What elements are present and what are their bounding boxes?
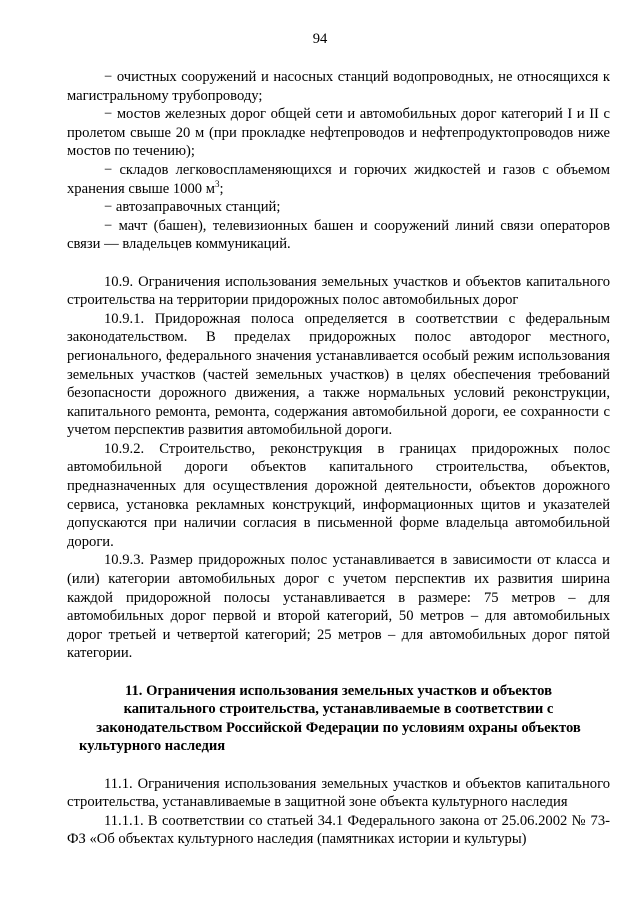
section-11-1: 11.1. Ограничения использования земельных участков и объектов капитального строительства, устанавливаемые в защитной зоне объекта культурного наследия xyxy=(67,775,610,811)
page-body xyxy=(67,68,610,849)
bullet-treatment-facilities: − очистных сооружений и насосных станций водопроводных, не относящихся к магистральному трубопроводу; xyxy=(67,69,610,104)
superscript-3: 3 xyxy=(214,178,220,189)
bullet-warehouses xyxy=(67,161,610,198)
bullet-bridges: − мостов железных дорог общей сети и автомобильных дорог категорий I и II с пролетом свыше 20 м (при прокладке нефтепроводов и нефтепродуктопроводов ниже мостов по течению); xyxy=(67,106,610,160)
section-10-9: 10.9. Ограничения использования земельных участков и объектов капитального строительства на территории придорожных полос автомобильных дорог xyxy=(67,273,610,309)
bullet-gas-stations: − автозаправочных станций; xyxy=(104,199,281,216)
section-10-9-1: 10.9.1. Придорожная полоса определяется в соответствии с федеральным законодательством. В пределах придорожных полос автодорог местного, регионального, федерального значения устанавливается особый режим использования земельных участков (частей земельных участков) в целях обеспечения требований безопасности дорожного движения, а также нормальных условий реконструкции, капитального ремонта, ремонта, содержания автомобильной дороги, ее сохранности с учетом перспектив развития автомобильной дороги. xyxy=(67,310,610,439)
bullet-warehouses-text: − складов легковоспламеняющихся и горючих жидкостей и газов с объемом хранения свыше 1000 м xyxy=(67,161,610,197)
section-10-9-3: 10.9.3. Размер придорожных полос устанавливается в зависимости от класса и (или) категории автомобильных дорог с учетом перспектив их развития ширина каждой придорожной полосы устанавливается в размере: 75 метров – для автомобильных дорог первой и второй категорий, 50 метров – для автомобильных дорог третьей и четвертой категорий; 25 метров – для автомобильных дорог пятой категории. xyxy=(67,552,610,662)
spacer xyxy=(67,663,610,682)
spacer xyxy=(67,756,610,775)
bullet-masts: − мачт (башен), телевизионных башен и сооружений линий связи операторов связи — владельцев коммуникаций. xyxy=(67,217,610,253)
heading-section-11: 11. Ограничения использования земельных участков и объектов капитального строительства, устанавливаемые в соответствии с законодательством Российской Федерации по условиям охраны объектов культурного наследия xyxy=(79,682,581,755)
section-10-9-2: 10.9.2. Строительство, реконструкция в границах придорожных полос автомобильной дороги объектов капитального строительства, объектов, предназначенных для осуществления дорожной деятельности, объектов дорожного сервиса, установка рекламных конструкций, информационных щитов и указателей допускаются при наличии согласия в письменной форме владельца автомобильной дороги. xyxy=(67,440,610,550)
spacer xyxy=(67,254,610,273)
page-number: 94 xyxy=(312,31,328,47)
bullet-warehouses-end: ; xyxy=(219,180,224,197)
section-11-1-1: 11.1.1. В соответствии со статьей 34.1 Федерального закона от 25.06.2002 № 73-ФЗ «Об объектах культурного наследия (памятниках истории и культуры) xyxy=(67,812,610,848)
